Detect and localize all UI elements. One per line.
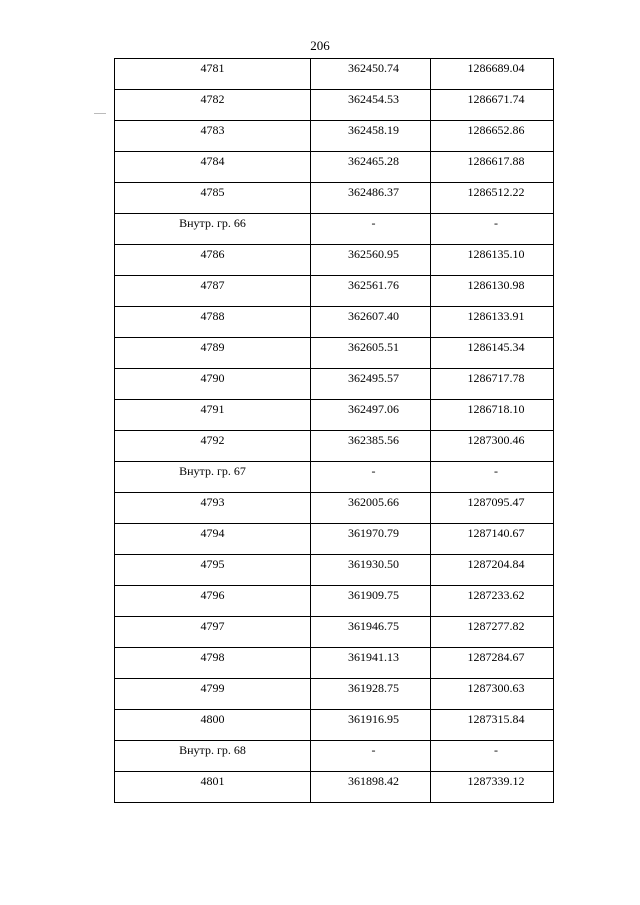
table-row [115,183,554,214]
point-name-text: 4790 [200,371,225,385]
x-coordinate-cell [311,741,431,772]
x-coordinate-text: - [371,464,376,478]
margin-mark [94,113,106,114]
x-coordinate-text: 361930.50 [348,557,399,571]
table-row [115,59,554,90]
x-coordinate-cell [311,245,431,276]
point-name-text: Внутр. гр. 68 [179,743,246,757]
x-coordinate-text: 361916.95 [348,712,399,726]
x-coordinate-cell [311,400,431,431]
point-name-cell [115,679,311,710]
table-row [115,462,554,493]
y-coordinate-cell [431,524,554,555]
point-name-cell [115,710,311,741]
y-coordinate-text: 1287277.82 [467,619,525,633]
x-coordinate-cell [311,710,431,741]
x-coordinate-text: 362450.74 [348,61,399,75]
point-name-text: 4793 [200,495,225,509]
y-coordinate-cell [431,586,554,617]
coordinates-table-body [115,59,554,803]
point-name-cell [115,648,311,679]
y-coordinate-cell [431,648,554,679]
x-coordinate-cell [311,679,431,710]
y-coordinate-cell [431,307,554,338]
x-coordinate-text: 361928.75 [348,681,399,695]
point-name-text: 4785 [200,185,225,199]
x-coordinate-text: 361909.75 [348,588,399,602]
table-row [115,493,554,524]
y-coordinate-cell [431,183,554,214]
y-coordinate-text: 1286133.91 [467,309,525,323]
y-coordinate-cell [431,121,554,152]
table-row [115,524,554,555]
page-number: 206 [310,38,330,53]
y-coordinate-text: 1286135.10 [467,247,525,261]
table-row [115,338,554,369]
point-name-text: 4792 [200,433,225,447]
x-coordinate-text: 362465.28 [348,154,399,168]
y-coordinate-cell [431,338,554,369]
point-name-cell [115,772,311,803]
x-coordinate-cell [311,493,431,524]
coordinates-table [114,58,554,803]
y-coordinate-cell [431,617,554,648]
table-row [115,152,554,183]
y-coordinate-cell [431,555,554,586]
point-name-text: 4798 [200,650,225,664]
y-coordinate-text: 1286717.78 [467,371,525,385]
point-name-cell [115,586,311,617]
y-coordinate-text: 1287284.67 [467,650,525,664]
y-coordinate-cell [431,245,554,276]
y-coordinate-text: 1287095.47 [467,495,525,509]
y-coordinate-cell [431,214,554,245]
point-name-cell [115,431,311,462]
point-name-text: 4795 [200,557,225,571]
point-name-cell [115,307,311,338]
y-coordinate-text: 1287315.84 [467,712,525,726]
table-row [115,648,554,679]
x-coordinate-cell [311,586,431,617]
point-name-text: 4794 [200,526,225,540]
y-coordinate-text: 1286718.10 [467,402,525,416]
point-name-cell [115,183,311,214]
x-coordinate-text: 361898.42 [348,774,399,788]
x-coordinate-text: 362385.56 [348,433,399,447]
x-coordinate-cell [311,431,431,462]
table-row [115,617,554,648]
x-coordinate-text: 362497.06 [348,402,399,416]
y-coordinate-cell [431,369,554,400]
table-row [115,555,554,586]
point-name-cell [115,493,311,524]
y-coordinate-text: 1287300.63 [467,681,525,695]
x-coordinate-cell [311,121,431,152]
point-name-text: 4797 [200,619,225,633]
table-row [115,245,554,276]
point-name-cell [115,214,311,245]
table-row [115,400,554,431]
point-name-cell [115,524,311,555]
x-coordinate-cell [311,152,431,183]
y-coordinate-text: 1286671.74 [467,92,525,106]
x-coordinate-text: - [371,216,376,230]
table-row [115,586,554,617]
y-coordinate-text: 1287339.12 [467,774,525,788]
table-row [115,431,554,462]
x-coordinate-text: 362005.66 [348,495,399,509]
x-coordinate-text: 362560.95 [348,247,399,261]
x-coordinate-cell [311,307,431,338]
y-coordinate-text: 1286512.22 [467,185,525,199]
y-coordinate-cell [431,679,554,710]
point-name-cell [115,617,311,648]
y-coordinate-cell [431,710,554,741]
y-coordinate-cell [431,772,554,803]
y-coordinate-cell [431,431,554,462]
y-coordinate-text: - [494,464,498,478]
x-coordinate-cell [311,524,431,555]
point-name-cell [115,59,311,90]
x-coordinate-text: - [371,743,376,757]
point-name-cell [115,555,311,586]
point-name-cell [115,400,311,431]
x-coordinate-text: 362607.40 [348,309,399,323]
table-row [115,307,554,338]
point-name-text: 4796 [200,588,225,602]
y-coordinate-text: 1286652.86 [467,123,525,137]
table-row [115,679,554,710]
y-coordinate-text: - [494,216,498,230]
point-name-text: Внутр. гр. 66 [179,216,246,230]
x-coordinate-cell [311,183,431,214]
y-coordinate-text: 1286130.98 [467,278,525,292]
point-name-text: 4787 [200,278,225,292]
x-coordinate-cell [311,617,431,648]
point-name-cell [115,338,311,369]
point-name-cell [115,369,311,400]
x-coordinate-cell [311,338,431,369]
y-coordinate-text: 1287300.46 [467,433,525,447]
x-coordinate-cell [311,462,431,493]
y-coordinate-text: - [494,743,498,757]
table-row [115,121,554,152]
x-coordinate-text: 361941.13 [348,650,399,664]
y-coordinate-text: 1286689.04 [467,61,525,75]
point-name-text: 4782 [200,92,225,106]
table-row [115,772,554,803]
x-coordinate-text: 362561.76 [348,278,399,292]
point-name-cell [115,741,311,772]
point-name-cell [115,121,311,152]
y-coordinate-cell [431,400,554,431]
y-coordinate-text: 1287233.62 [467,588,525,602]
x-coordinate-cell [311,555,431,586]
point-name-text: 4789 [200,340,225,354]
x-coordinate-cell [311,90,431,121]
point-name-text: 4800 [200,712,225,726]
table-row [115,276,554,307]
x-coordinate-cell [311,59,431,90]
x-coordinate-cell [311,276,431,307]
point-name-text: 4784 [200,154,225,168]
y-coordinate-text: 1287204.84 [467,557,525,571]
point-name-cell [115,276,311,307]
point-name-text: 4786 [200,247,225,261]
table-row [115,369,554,400]
y-coordinate-text: 1286617.88 [467,154,525,168]
y-coordinate-cell [431,276,554,307]
x-coordinate-text: 361970.79 [348,526,399,540]
x-coordinate-cell [311,369,431,400]
x-coordinate-text: 362486.37 [348,185,399,199]
y-coordinate-cell [431,741,554,772]
x-coordinate-text: 362454.53 [348,92,399,106]
y-coordinate-cell [431,152,554,183]
point-name-text: 4781 [200,61,225,75]
y-coordinate-cell [431,59,554,90]
point-name-cell [115,462,311,493]
x-coordinate-text: 362605.51 [348,340,399,354]
point-name-text: 4788 [200,309,225,323]
point-name-cell [115,90,311,121]
x-coordinate-text: 362495.57 [348,371,399,385]
point-name-text: 4783 [200,123,225,137]
point-name-text: 4799 [200,681,225,695]
table-row [115,90,554,121]
table-row [115,710,554,741]
point-name-text: 4801 [200,774,225,788]
x-coordinate-text: 361946.75 [348,619,399,633]
point-name-cell [115,152,311,183]
x-coordinate-text: 362458.19 [348,123,399,137]
x-coordinate-cell [311,214,431,245]
y-coordinate-cell [431,90,554,121]
y-coordinate-text: 1286145.34 [467,340,525,354]
point-name-cell [115,245,311,276]
y-coordinate-cell [431,462,554,493]
x-coordinate-cell [311,772,431,803]
table-row [115,214,554,245]
y-coordinate-text: 1287140.67 [467,526,525,540]
point-name-text: 4791 [200,402,225,416]
point-name-text: Внутр. гр. 67 [179,464,246,478]
x-coordinate-cell [311,648,431,679]
table-row [115,741,554,772]
y-coordinate-cell [431,493,554,524]
